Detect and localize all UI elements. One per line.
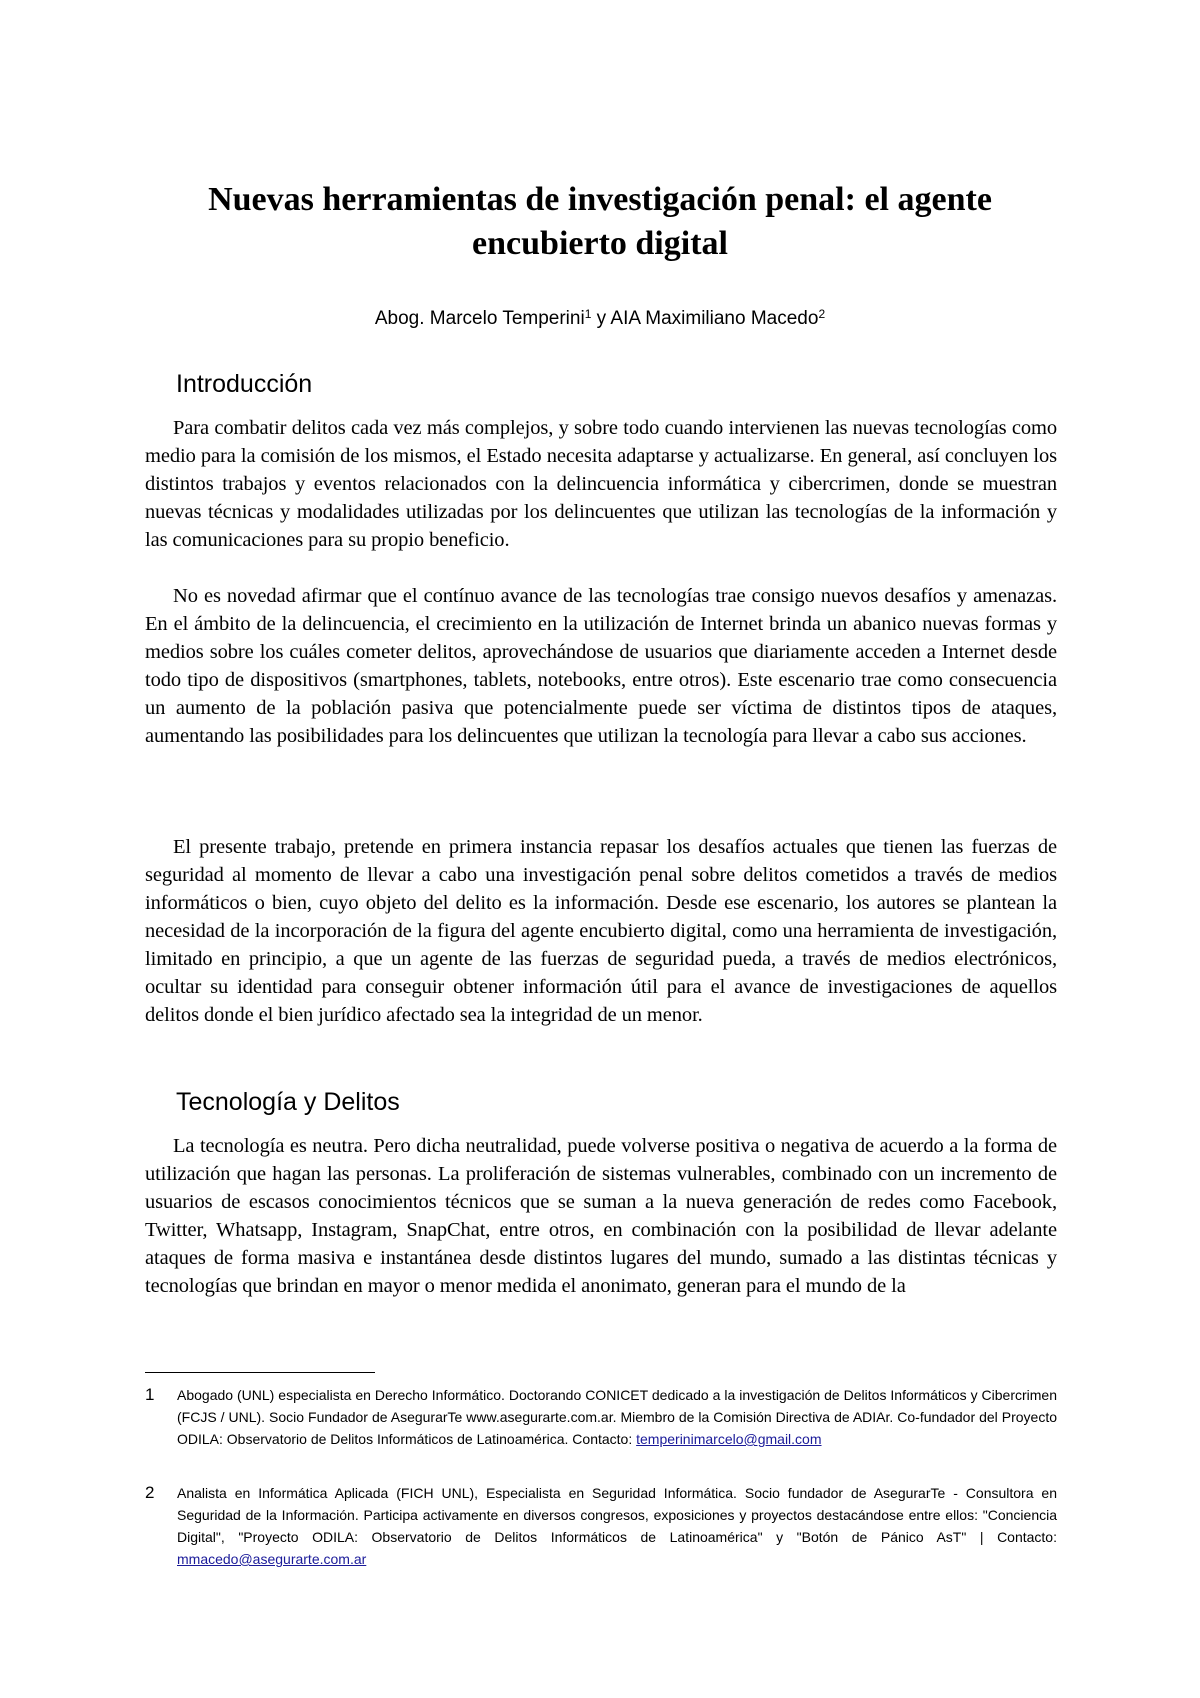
footnote-contact-label: Contacto: — [572, 1431, 637, 1447]
footnote-body: Abogado (UNL) especialista en Derecho Informático. Doctorando CONICET dedicado a la investigación de Delitos Informáticos y Cibercrimen (FCJS / UNL). Socio Fundador de AsegurarTe www.asegurarte.com.ar. Miembro de la Comisión Directiva de ADIAr. Co-fundador del Proyecto ODILA: Observatorio de Delitos Informáticos de Latinoamérica. — [177, 1387, 1057, 1447]
footnote-number: 1 — [145, 1385, 155, 1404]
body-paragraph: La tecnología es neutra. Pero dicha neutralidad, puede volverse positiva o negativa de acuerdo a la forma de utilización que hagan las personas. La proliferación de sistemas vulnerables, combinado con un incremento de usuarios de escasos conocimientos técnicos que se suman a la nueva generación de redes como Facebook, Twitter, Whatsapp, Instagram, SnapChat, entre otros, en combinación con la posibilidad de llevar adelante ataques de forma masiva e instantánea desde distintos lugares del mundo, sumado a las distintas técnicas y tecnologías que brindan en mayor o menor medida el anonimato, generan para el mundo de la — [145, 1135, 1057, 1297]
body-paragraph: El presente trabajo, pretende en primera instancia repasar los desafíos actuales que tienen las fuerzas de seguridad al momento de llevar a cabo una investigación penal sobre delitos cometidos a través de medios informáticos o bien, cuyo objeto del delito es la información. Desde ese escenario, los autores se plantean la necesidad de la incorporación de la figura del agente encubierto digital, como una herramienta de investigación, limitado en principio, a que un agente de las fuerzas de seguridad pueda, a través de medios electrónicos, ocultar su identidad para conseguir obtener información útil para el avance de investigaciones de aquellos delitos donde el bien jurídico afectado sea la integridad de un menor. — [145, 836, 1057, 1026]
body-paragraph: Para combatir delitos cada vez más complejos, y sobre todo cuando intervienen las nuevas tecnologías como medio para la comisión de los mismos, el Estado necesita adaptarse y actualizarse. En general, así concluyen los distintos trabajos y eventos relacionados con la delincuencia informática y cibercrimen, donde se muestran nuevas técnicas y modalidades utilizadas por los delincuentes que utilizan las tecnologías de la información y las comunicaciones para su propio beneficio. — [145, 417, 1057, 551]
footnote-2 — [145, 1482, 1057, 1570]
footnote-separator — [145, 1372, 375, 1373]
author-name-1: Abog. Marcelo Temperini — [374, 308, 585, 329]
author-line — [150, 306, 1050, 332]
body-paragraph: No es novedad afirmar que el contínuo avance de las tecnologías trae consigo nuevos desafíos y amenazas. En el ámbito de la delincuencia, el crecimiento en la utilización de Internet brinda un abanico nuevas formas y medios sobre los cuáles cometer delitos, aprovechándose de usuarios que diariamente acceden a Internet desde todo tipo de dispositivos (smartphones, tablets, notebooks, entre otros). Este escenario trae como consecuencia un aumento de la población pasiva que potencialmente puede ser víctima de distintos tipos de ataques, aumentando las posibilidades para los delincuentes que utilizan la tecnología para llevar a cabo sus acciones. — [145, 585, 1057, 747]
author-name-2: AIA Maximiliano Macedo — [610, 308, 819, 329]
footnote-ref-1[interactable]: 1 — [584, 307, 592, 321]
author-connector: y — [591, 308, 611, 329]
footnote-text — [177, 1384, 1057, 1450]
footnote-1 — [145, 1384, 1057, 1450]
footnote-number: 2 — [145, 1483, 155, 1502]
footnote-contact-label: Contacto: — [997, 1529, 1057, 1545]
footnote-text — [177, 1482, 1057, 1570]
section-heading-introduccion: Introducción — [176, 370, 313, 398]
footnote-body: Analista en Informática Aplicada (FICH UNL), Especialista en Seguridad Informática. Socio fundador de AsegurarTe - Consultora en Seguridad de la Información. Participa activamente en diversos congresos, exposiciones y proyectos destacándose entre ellos: "Conciencia Digital", "Proyecto ODILA: Observatorio de Delitos Informáticos de Latinoamérica" y "Botón de Pánico AsT" | — [177, 1485, 1057, 1545]
email-link[interactable]: mmacedo@asegurarte.com.ar — [177, 1551, 367, 1567]
email-link[interactable]: temperinimarcelo@gmail.com — [636, 1431, 822, 1447]
footnote-ref-2[interactable]: 2 — [818, 307, 826, 321]
document-title: Nuevas herramientas de investigación penal: el agente encubierto digital — [208, 181, 992, 262]
section-heading-tecnologia-y-delitos: Tecnología y Delitos — [176, 1088, 400, 1116]
